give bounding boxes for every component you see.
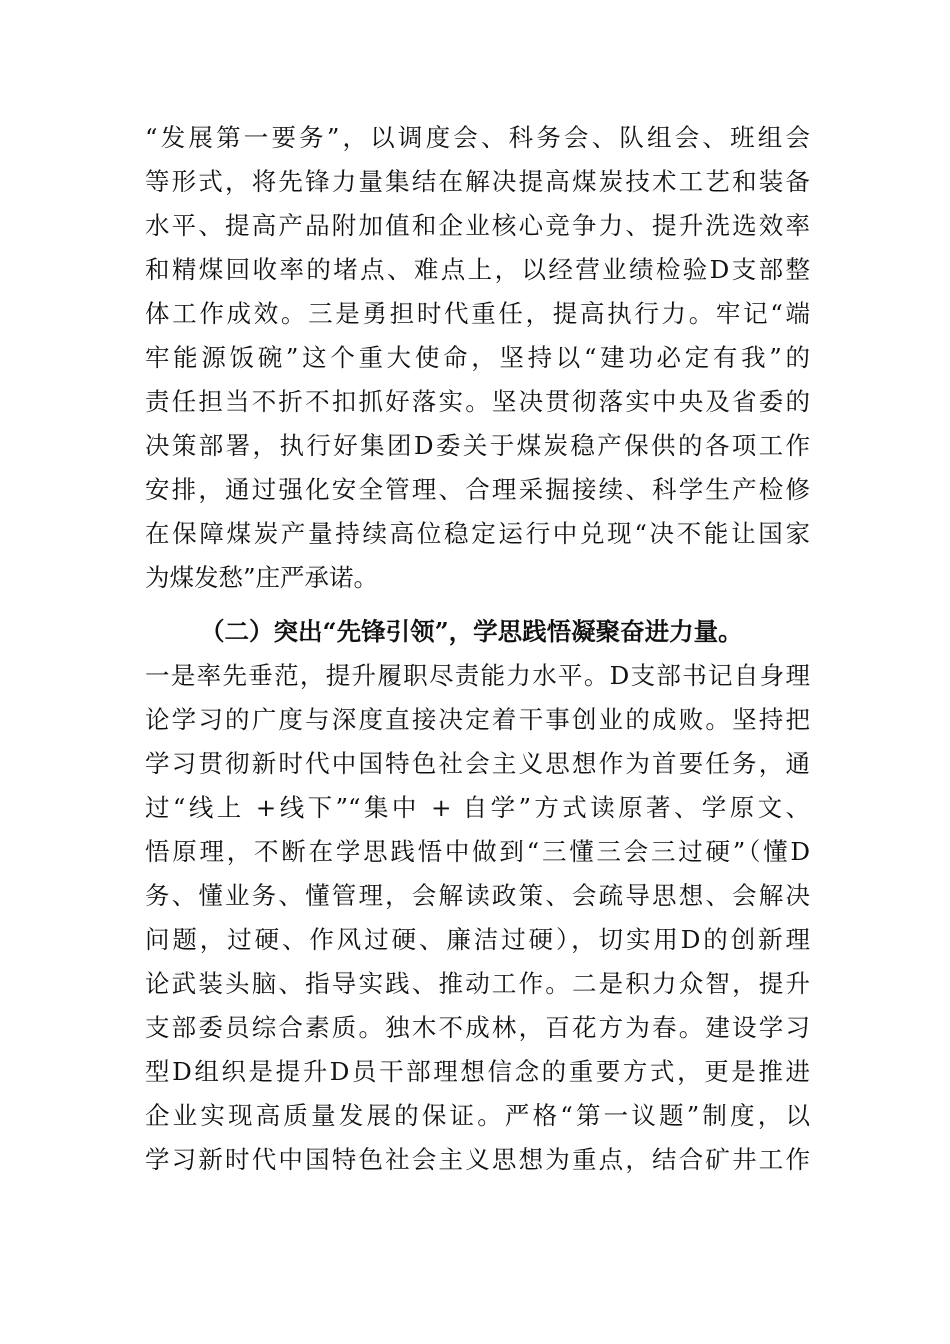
text-line: 务、懂业务、懂管理，会解读政策、会疏导思想、会解决 xyxy=(145,881,810,910)
text-line: “发展第一要务”，以调度会、科务会、队组会、班组会 xyxy=(145,123,810,152)
text-line: 学习贯彻新时代中国特色社会主义思想作为首要任务，通 xyxy=(145,749,810,778)
text-line: 学习新时代中国特色社会主义思想为重点，结合矿井工作 xyxy=(145,1145,810,1174)
text-line: 问题，过硬、作风过硬、廉洁过硬），切实用D的创新理 xyxy=(145,925,810,954)
text-line: 为煤发愁”庄严承诺。 xyxy=(145,563,379,592)
text-line: 企业实现高质量发展的保证。严格“第一议题”制度，以 xyxy=(145,1101,810,1130)
text-line: 型D组织是提升D员干部理想信念的重要方式，更是推进 xyxy=(145,1057,810,1086)
section-heading: （二）突出“先锋引领”，学思践悟凝聚奋进力量。 xyxy=(200,617,743,646)
text-line: 论武装头脑、指导实践、推动工作。二是积力众智，提升 xyxy=(145,969,810,998)
text-line: 支部委员综合素质。独木不成林，百花方为春。建设学习 xyxy=(145,1013,810,1042)
text-line: 悟原理，不断在学思践悟中做到“三懂三会三过硬”（懂D xyxy=(145,837,810,866)
text-line: 论学习的广度与深度直接决定着干事创业的成败。坚持把 xyxy=(145,705,810,734)
text-line: 在保障煤炭产量持续高位稳定运行中兑现“决不能让国家 xyxy=(145,519,810,548)
text-line: 决策部署，执行好集团D委关于煤炭稳产保供的各项工作 xyxy=(145,431,810,460)
text-line: 等形式，将先锋力量集结在解决提高煤炭技术工艺和装备 xyxy=(145,167,810,196)
text-line: 责任担当不折不扣抓好落实。坚决贯彻落实中央及省委的 xyxy=(145,387,810,416)
text-line: 一是率先垂范，提升履职尽责能力水平。D支部书记自身理 xyxy=(145,661,810,690)
text-line: 安排，通过强化安全管理、合理采掘接续、科学生产检修 xyxy=(145,475,810,504)
text-line: 体工作成效。三是勇担时代重任，提高执行力。牢记“端 xyxy=(145,299,810,328)
text-line: 牢能源饭碗”这个重大使命，坚持以“建功必定有我”的 xyxy=(145,343,810,372)
text-line: 和精煤回收率的堵点、难点上，以经营业绩检验D支部整 xyxy=(145,255,810,284)
text-line: 水平、提高产品附加值和企业核心竞争力、提升洗选效率 xyxy=(145,211,810,240)
text-line: 过“线上 +线下”“集中 + 自学”方式读原著、学原文、 xyxy=(145,793,810,822)
